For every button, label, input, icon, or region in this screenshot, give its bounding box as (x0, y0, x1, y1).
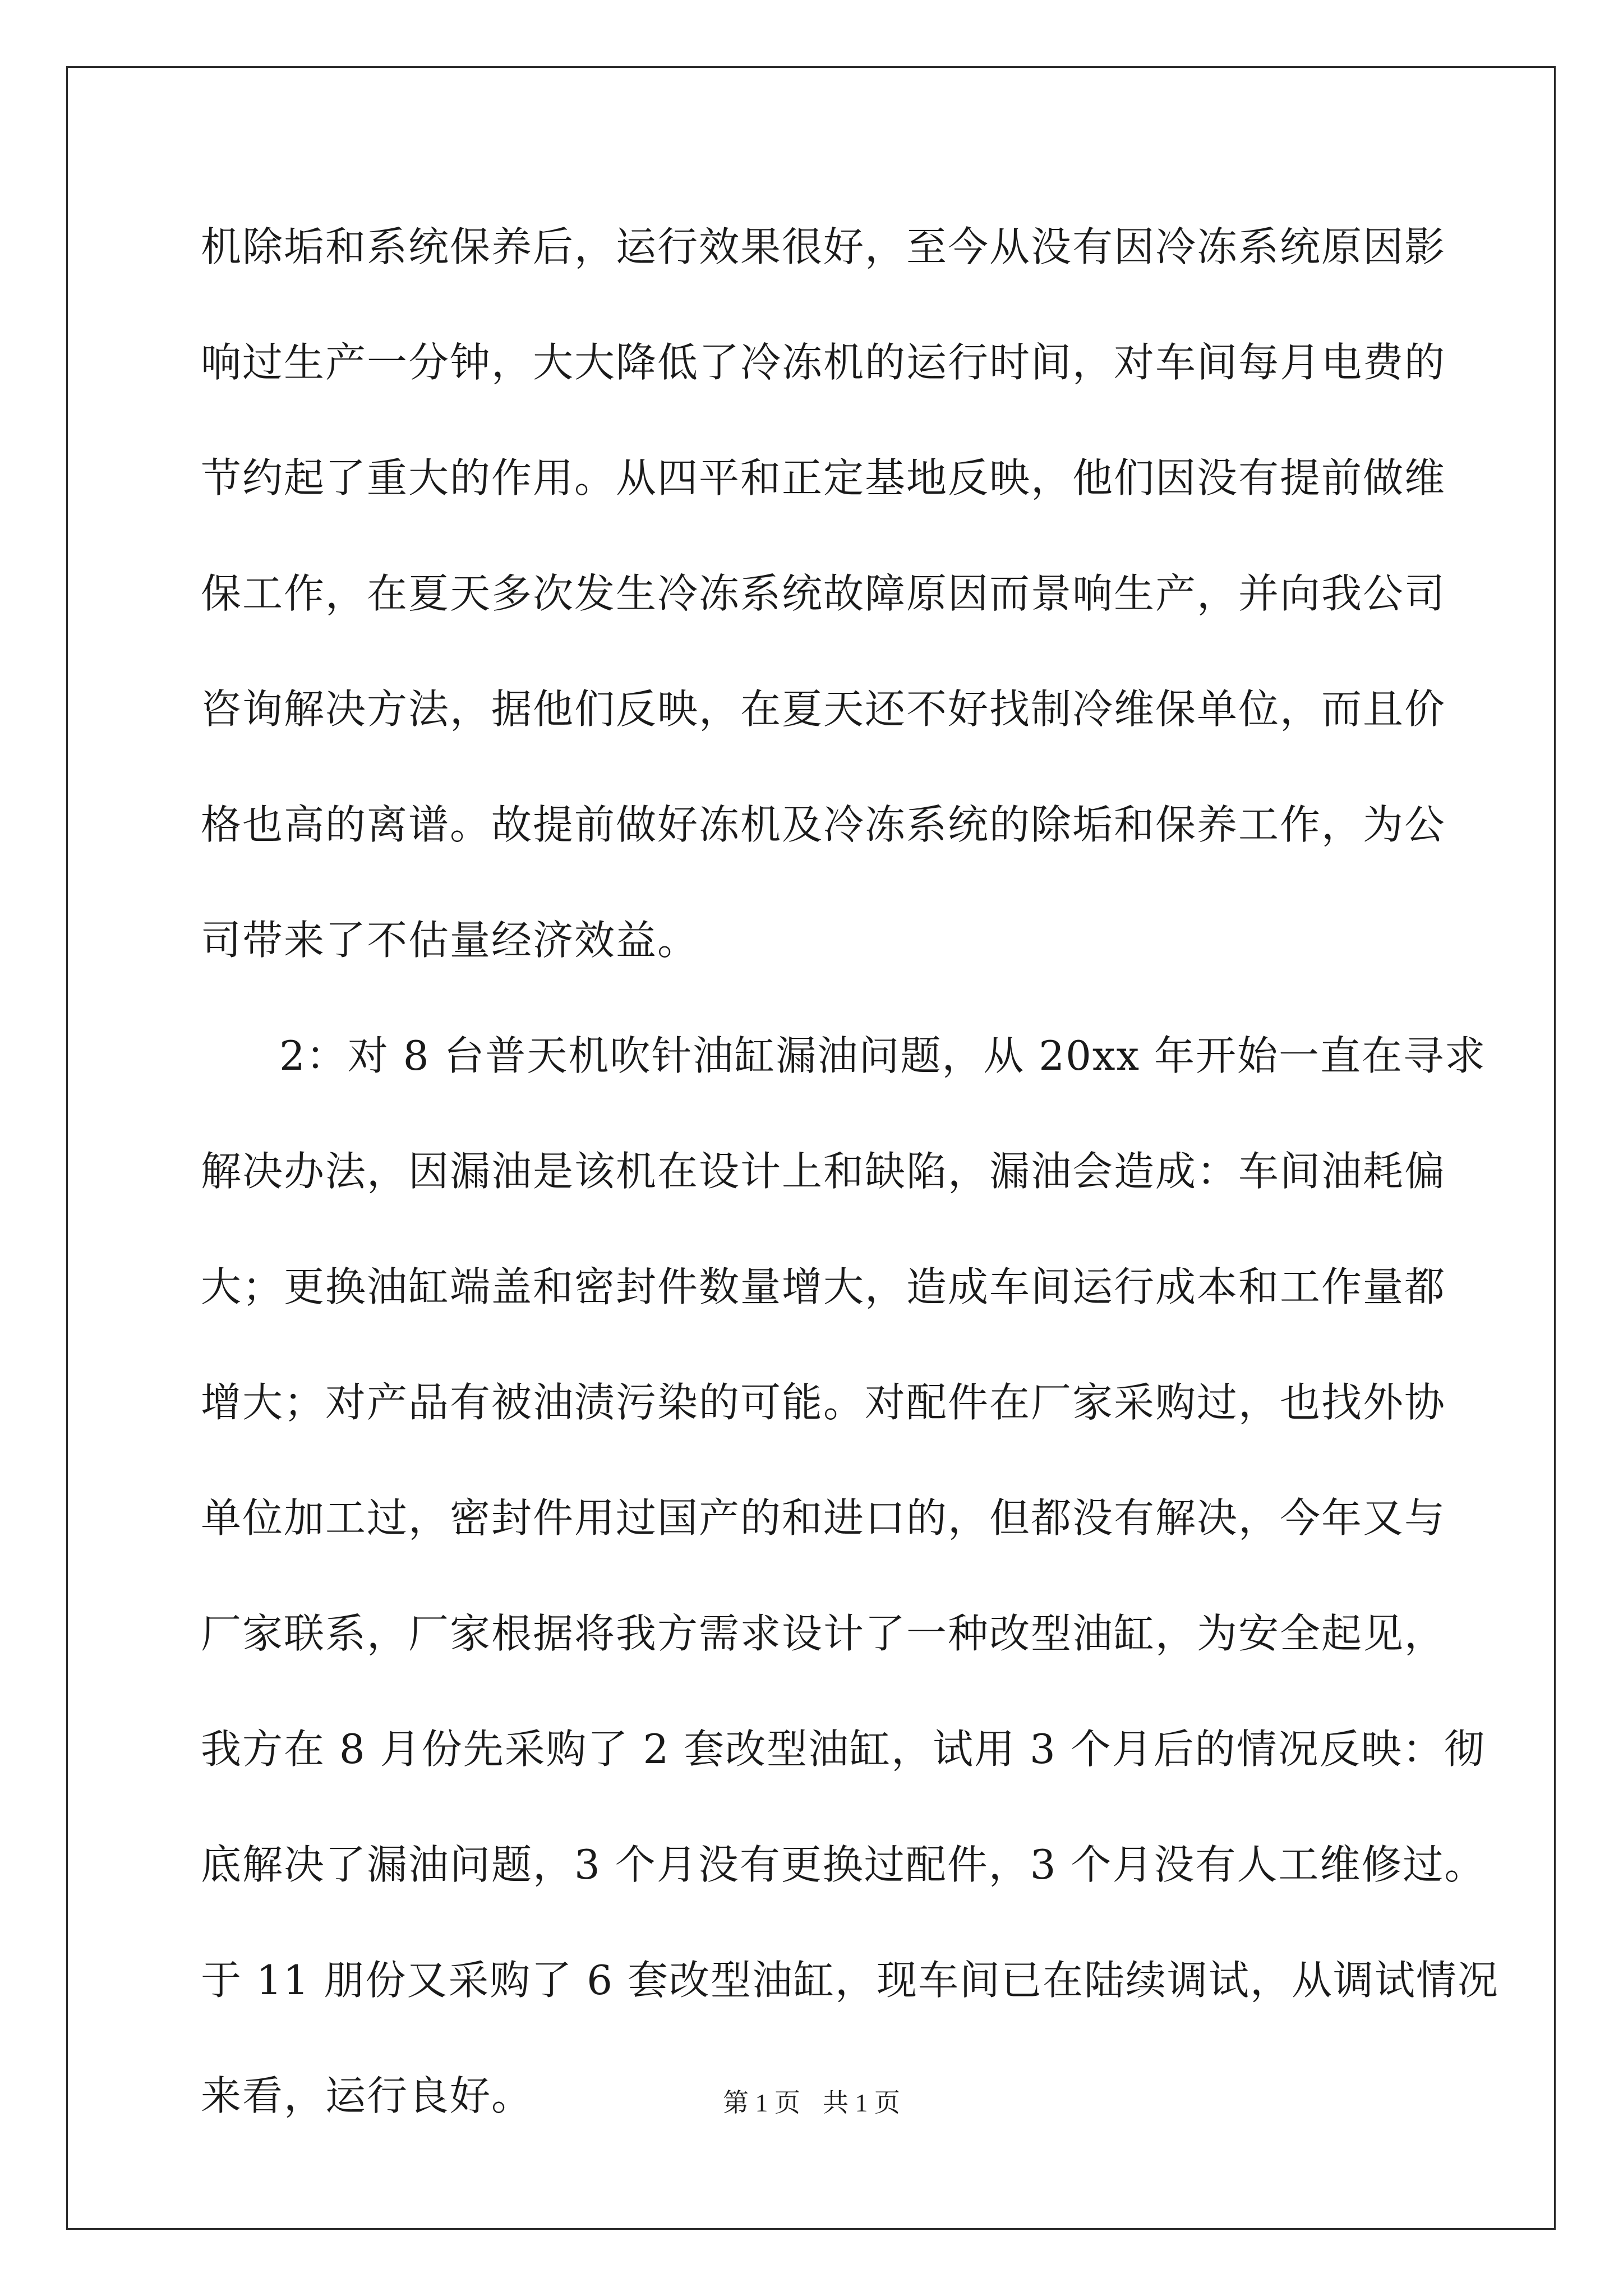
text-line: 我方在 8 月份先采购了 2 套改型油缸，试用 3 个月后的情况反映：彻 (201, 1726, 1486, 1773)
text-line: 厂家联系，厂家根据将我方需求设计了一种改型油缸，为安全起见， (201, 1610, 1446, 1657)
text-line: 来看，运行良好。 (201, 2072, 533, 2119)
text-line: 单位加工过，密封件用过国产的和进口的，但都没有解决，今年又与 (201, 1494, 1446, 1542)
paragraph-start-line: 2：对 8 台普天机吹针油缸漏油问题，从 20xx 年开始一直在寻求 (279, 1032, 1486, 1079)
text-line: 大；更换油缸端盖和密封件数量增大，造成车间运行成本和工作量都 (201, 1263, 1446, 1310)
text-line: 机除垢和系统保养后，运行效果很好，至今从没有因冷冻系统原因影 (201, 223, 1446, 270)
page-footer (0, 2082, 1623, 2119)
text-line: 格也高的离谱。故提前做好冻机及冷冻系统的除垢和保养工作，为公 (201, 801, 1446, 848)
text-line: 节约起了重大的作用。从四平和正定基地反映，他们因没有提前做维 (201, 454, 1446, 501)
text-line: 司带来了不估量经济效益。 (201, 917, 699, 964)
text-line: 底解决了漏油问题，3 个月没有更换过配件，3 个月没有人工维修过。 (201, 1841, 1486, 1888)
text-line: 咨询解决方法，据他们反映，在夏天还不好找制冷维保单位，而且价 (201, 685, 1446, 733)
page-number-current: 第 1 页 (723, 2088, 800, 2117)
text-line: 于 11 朋份又采购了 6 套改型油缸，现车间已在陆续调试，从调试情况 (201, 1957, 1499, 2004)
text-line: 增大；对产品有被油渍污染的可能。对配件在厂家采购过，也找外协 (201, 1379, 1446, 1426)
document-body (201, 213, 1499, 2178)
text-line: 保工作，在夏天多次发生冷冻系统故障原因而景响生产，并向我公司 (201, 570, 1446, 617)
text-line: 响过生产一分钟，大大降低了冷冻机的运行时间，对车间每月电费的 (201, 339, 1446, 386)
page-number-total: 共 1 页 (823, 2088, 900, 2117)
text-line: 解决办法，因漏油是该机在设计上和缺陷，漏油会造成：车间油耗偏 (201, 1148, 1446, 1195)
